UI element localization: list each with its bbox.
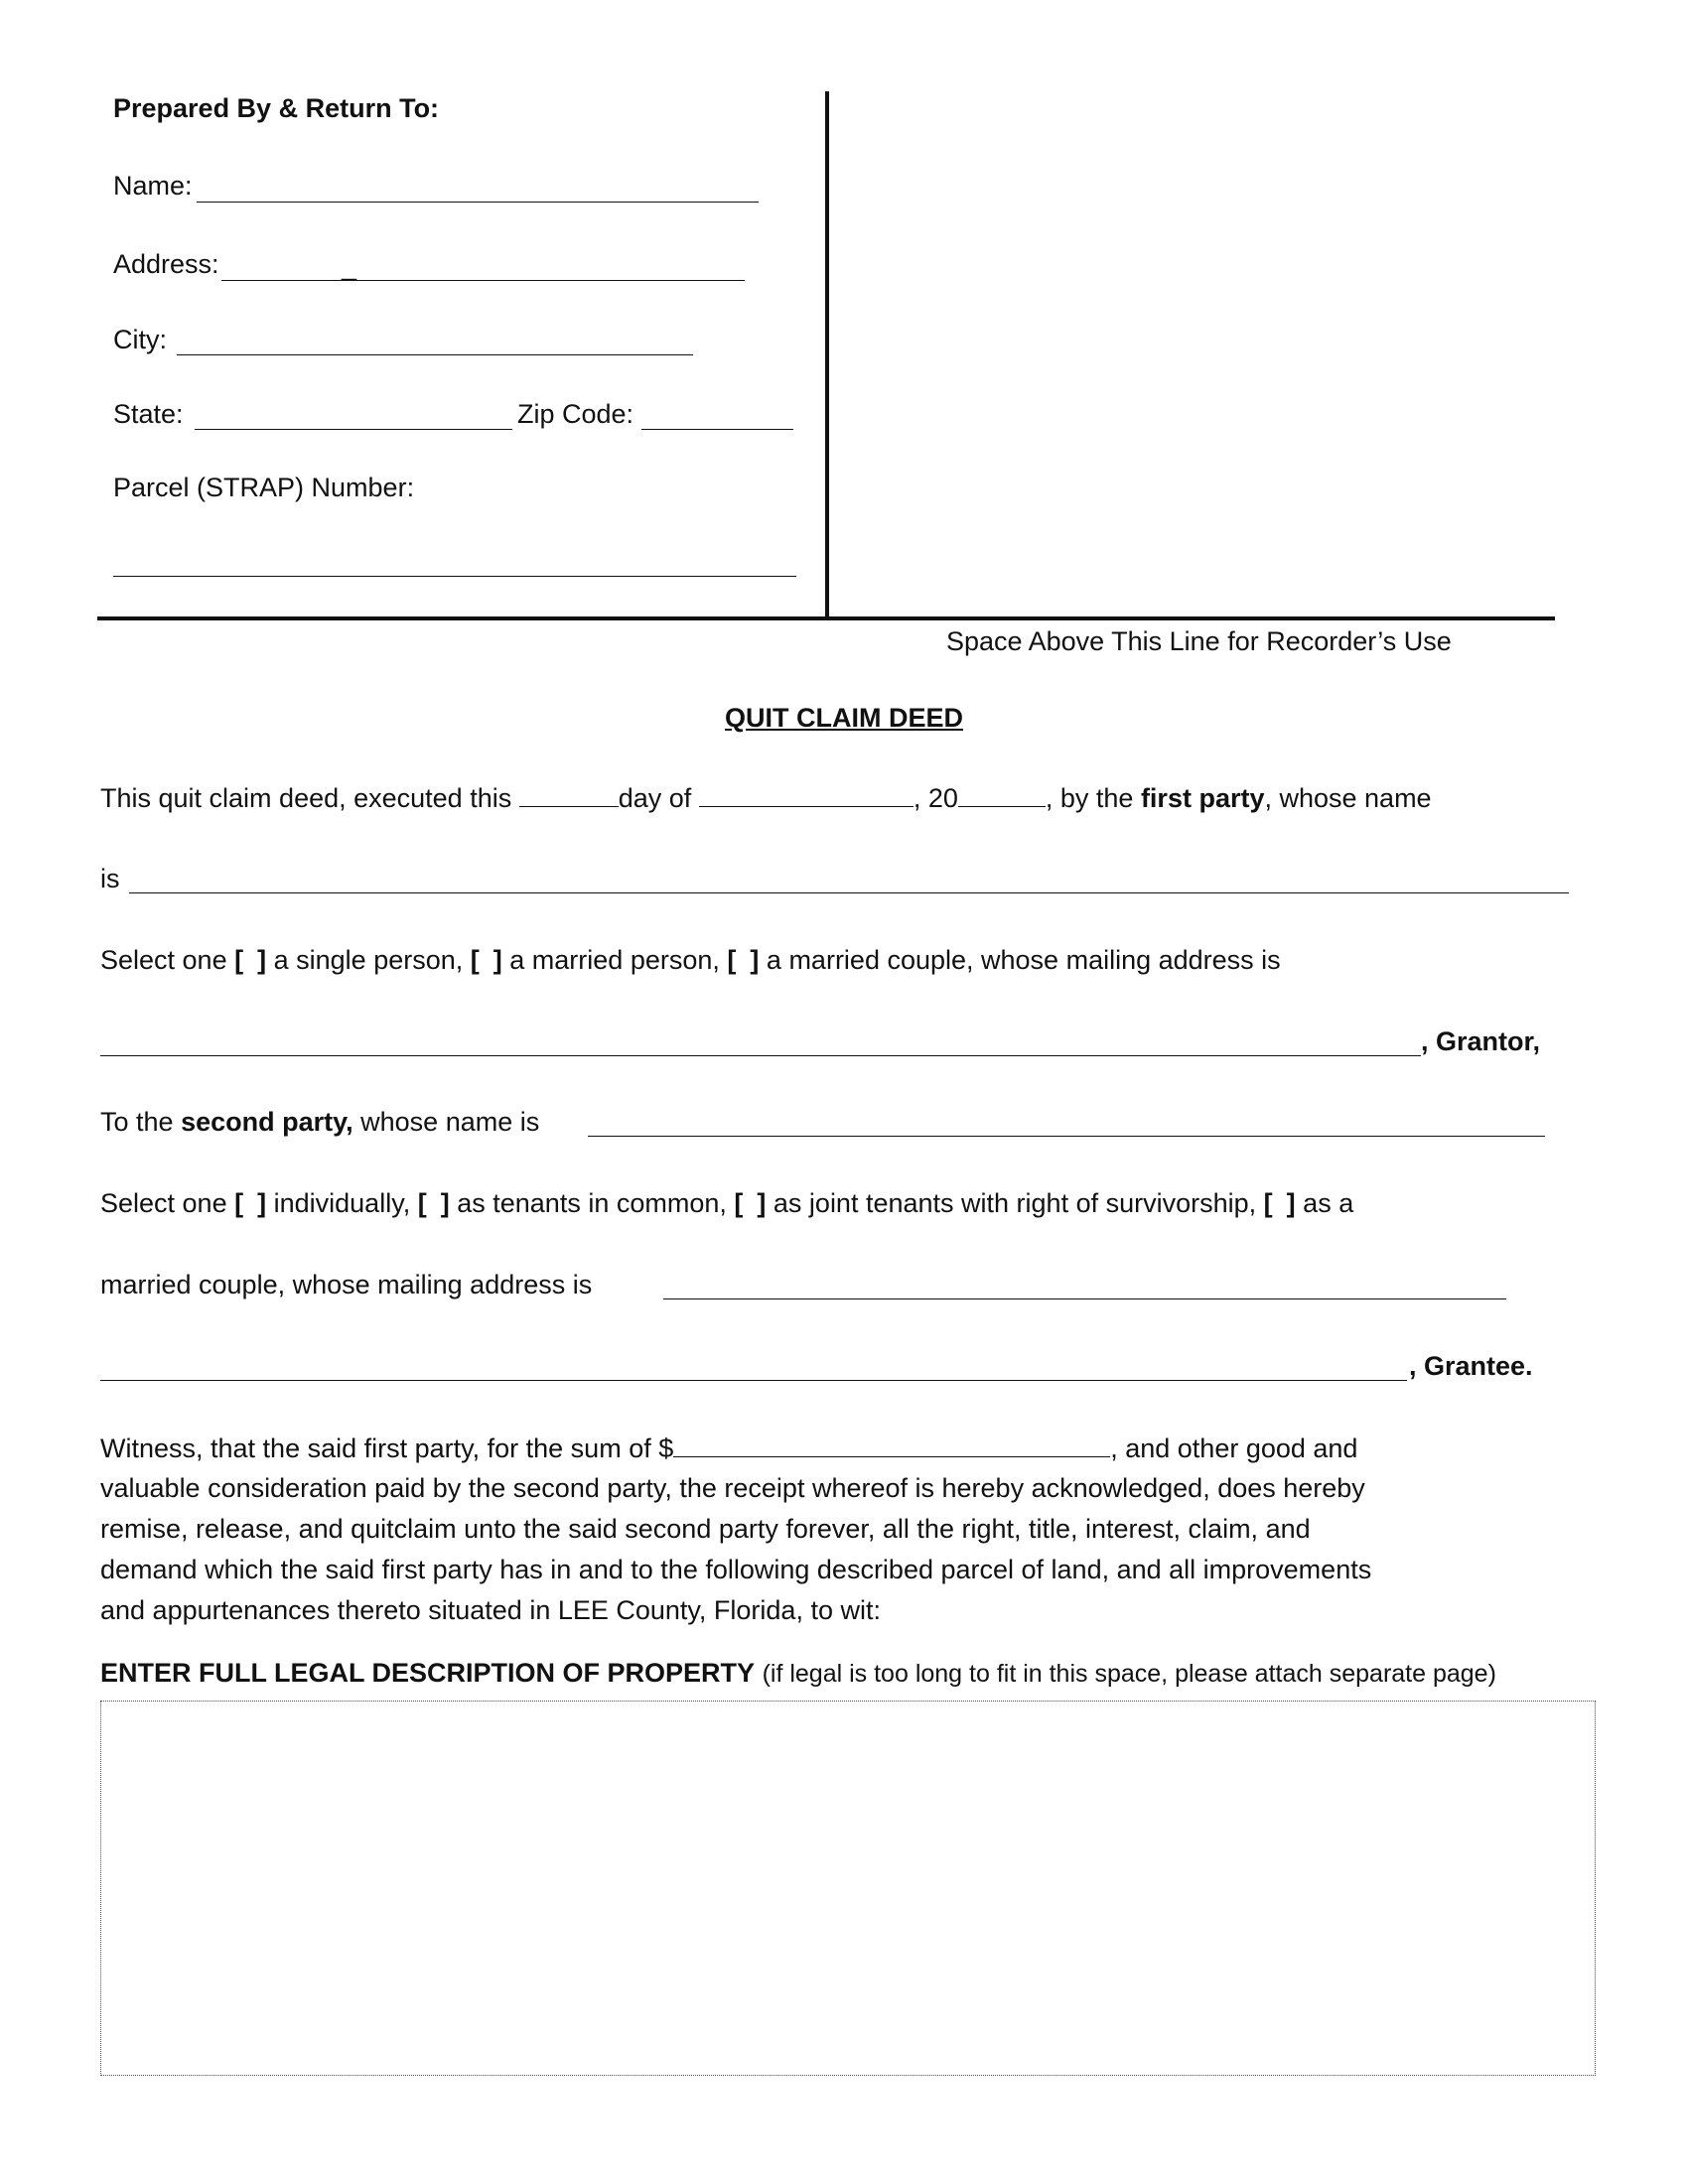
grantor-name-field[interactable] bbox=[129, 892, 1569, 893]
state-label: State: bbox=[113, 399, 184, 429]
checkbox-tenants-in-common[interactable]: [ ] bbox=[417, 1188, 450, 1218]
grantee-mailing-label: married couple, whose mailing address is bbox=[100, 1270, 593, 1299]
parcel-number-field[interactable] bbox=[113, 576, 796, 577]
address-mark: _ bbox=[342, 251, 357, 281]
witness-sum-text: Witness, that the said first party, for the sum of $ bbox=[100, 1433, 674, 1463]
name-field[interactable] bbox=[197, 202, 759, 203]
married-person-label: a married person, bbox=[509, 945, 720, 975]
whose-name-is-text: whose name is bbox=[360, 1107, 540, 1137]
individually-label: individually, bbox=[273, 1188, 411, 1218]
recorder-use-note: Space Above This Line for Recorder’s Use bbox=[946, 626, 1452, 656]
address-label: Address: bbox=[113, 249, 219, 279]
select-one-label: Select one bbox=[100, 1188, 227, 1218]
grantee-address-field-2[interactable] bbox=[100, 1380, 1407, 1381]
page-title: QUIT CLAIM DEED bbox=[725, 703, 963, 733]
year-field[interactable] bbox=[958, 780, 1046, 807]
checkbox-married-person[interactable]: [ ] bbox=[470, 945, 502, 975]
year-prefix-text: , 20 bbox=[913, 783, 958, 813]
grantor-is-label: is bbox=[100, 864, 120, 893]
whose-name-text: , whose name bbox=[1264, 783, 1432, 813]
consideration-amount-field[interactable] bbox=[673, 1431, 1110, 1457]
city-field[interactable] bbox=[177, 354, 693, 355]
grantor-line-1 bbox=[100, 780, 1432, 815]
city-label: City: bbox=[113, 325, 167, 354]
witness-line-5: and appurtenances thereto situated in LEE County, Florida, to wit: bbox=[100, 1595, 881, 1625]
grantor-label: , Grantor, bbox=[1421, 1026, 1541, 1056]
checkbox-joint-tenants[interactable]: [ ] bbox=[734, 1188, 767, 1218]
grantee-select-line bbox=[100, 1186, 1353, 1220]
grantor-select-line bbox=[100, 943, 1281, 977]
witness-line-2: valuable consideration paid by the second party, the receipt whereof is hereby acknowledged, does hereby bbox=[100, 1473, 1365, 1503]
grantee-label: , Grantee. bbox=[1409, 1351, 1533, 1381]
day-of-text: day of bbox=[618, 783, 692, 813]
address-field[interactable] bbox=[221, 280, 745, 281]
recorder-vertical-divider bbox=[825, 91, 829, 617]
grantor-address-field[interactable] bbox=[100, 1055, 1421, 1056]
select-one-label: Select one bbox=[100, 945, 227, 975]
recorder-horizontal-divider bbox=[97, 616, 1555, 620]
grantee-line-1 bbox=[100, 1105, 539, 1139]
checkbox-married-couple-grantee[interactable]: [ ] bbox=[1263, 1188, 1296, 1218]
to-the-text: To the bbox=[100, 1107, 174, 1137]
parcel-number-label: Parcel (STRAP) Number: bbox=[113, 473, 415, 502]
first-party-label: first party bbox=[1140, 783, 1265, 813]
day-field[interactable] bbox=[519, 780, 619, 807]
executed-this-text: This quit claim deed, executed this bbox=[100, 783, 512, 813]
legal-description-heading: ENTER FULL LEGAL DESCRIPTION OF PROPERTY bbox=[100, 1658, 756, 1688]
zip-code-label: Zip Code: bbox=[517, 399, 634, 429]
witness-line-1 bbox=[100, 1431, 1357, 1465]
month-field[interactable] bbox=[699, 780, 914, 807]
other-good-text: , and other good and bbox=[1110, 1433, 1358, 1463]
zip-code-field[interactable] bbox=[641, 429, 793, 430]
prepared-by-label: Prepared By & Return To: bbox=[113, 93, 440, 123]
checkbox-single-person[interactable]: [ ] bbox=[234, 945, 267, 975]
name-label: Name: bbox=[113, 171, 193, 201]
by-the-text: , by the bbox=[1045, 783, 1134, 813]
joint-tenants-label: as joint tenants with right of survivorship, bbox=[773, 1188, 1257, 1218]
legal-description-note: (if legal is too long to fit in this space, please attach separate page) bbox=[762, 1660, 1496, 1688]
tenants-in-common-label: as tenants in common, bbox=[457, 1188, 727, 1218]
state-field[interactable] bbox=[195, 429, 512, 430]
checkbox-individually[interactable]: [ ] bbox=[234, 1188, 267, 1218]
witness-line-4: demand which the said first party has in and to the following described parcel of land, and all improvements bbox=[100, 1555, 1372, 1584]
legal-description-box[interactable] bbox=[100, 1701, 1596, 2076]
grantee-address-field-1[interactable] bbox=[663, 1298, 1506, 1299]
married-couple-label: a married couple, whose mailing address is bbox=[766, 945, 1281, 975]
single-person-label: a single person, bbox=[273, 945, 464, 975]
checkbox-married-couple[interactable]: [ ] bbox=[727, 945, 760, 975]
witness-line-3: remise, release, and quitclaim unto the said second party forever, all the right, title, interest, claim, and bbox=[100, 1514, 1311, 1544]
as-a-label: as a bbox=[1303, 1188, 1354, 1218]
grantee-name-field[interactable] bbox=[588, 1136, 1545, 1137]
legal-description-heading-row bbox=[100, 1656, 1496, 1691]
second-party-label: second party, bbox=[181, 1107, 353, 1137]
